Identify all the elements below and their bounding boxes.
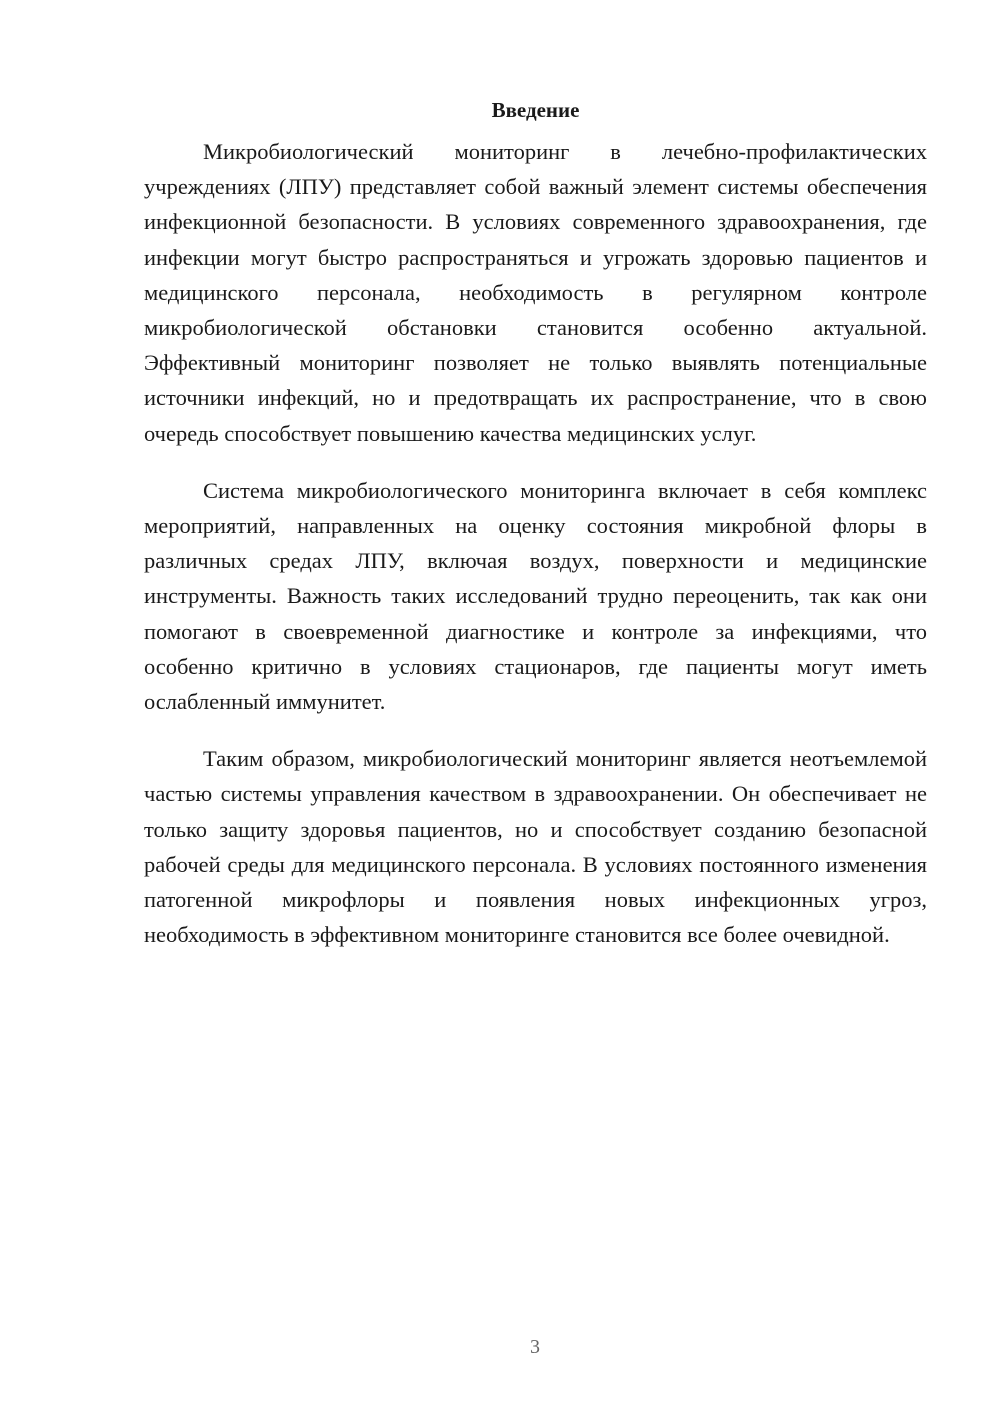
paragraph-1: Микробиологический мониторинг в лечебно-профилактических учреждениях (ЛПУ) представляет собой важный элемент системы обеспечения инфекционной безопасности. В условиях современного здравоохранения, где инфекции могут быстро распространяться и угрожать здоровью пациентов и медицинского персонала, необходимость в регулярном контроле микробиологической обстановки становится особенно актуальной. Эффективный мониторинг позволяет не только выявлять потенциальные источники инфекций, но и предотвращать их распространение, что в свою очередь способствует повышению качества медицинских услуг. — [144, 139, 927, 446]
paragraph-2: Система микробиологического мониторинга включает в себя комплекс мероприятий, направленных на оценку состояния микробной флоры в различных средах ЛПУ, включая воздух, поверхности и медицинские инструменты. Важность таких исследований трудно переоценить, так как они помогают в своевременной диагностике и контроле за инфекциями, что особенно критично в условиях стационаров, где пациенты могут иметь ослабленный иммунитет. — [144, 477, 927, 715]
paragraph-3: Таким образом, микробиологический мониторинг является неотъемлемой частью системы управления качеством в здравоохранении. Он обеспечивает не только защиту здоровья пациентов, но и способствует созданию безопасной рабочей среды для медицинского персонала. В условиях постоянного изменения патогенной микрофлоры и появления новых инфекционных угроз, необходимость в эффективном мониторинге становится все более очевидной. — [144, 746, 927, 948]
section-title: Введение — [491, 98, 580, 122]
page-content — [144, 96, 927, 974]
page-number: 3 — [530, 1336, 540, 1358]
